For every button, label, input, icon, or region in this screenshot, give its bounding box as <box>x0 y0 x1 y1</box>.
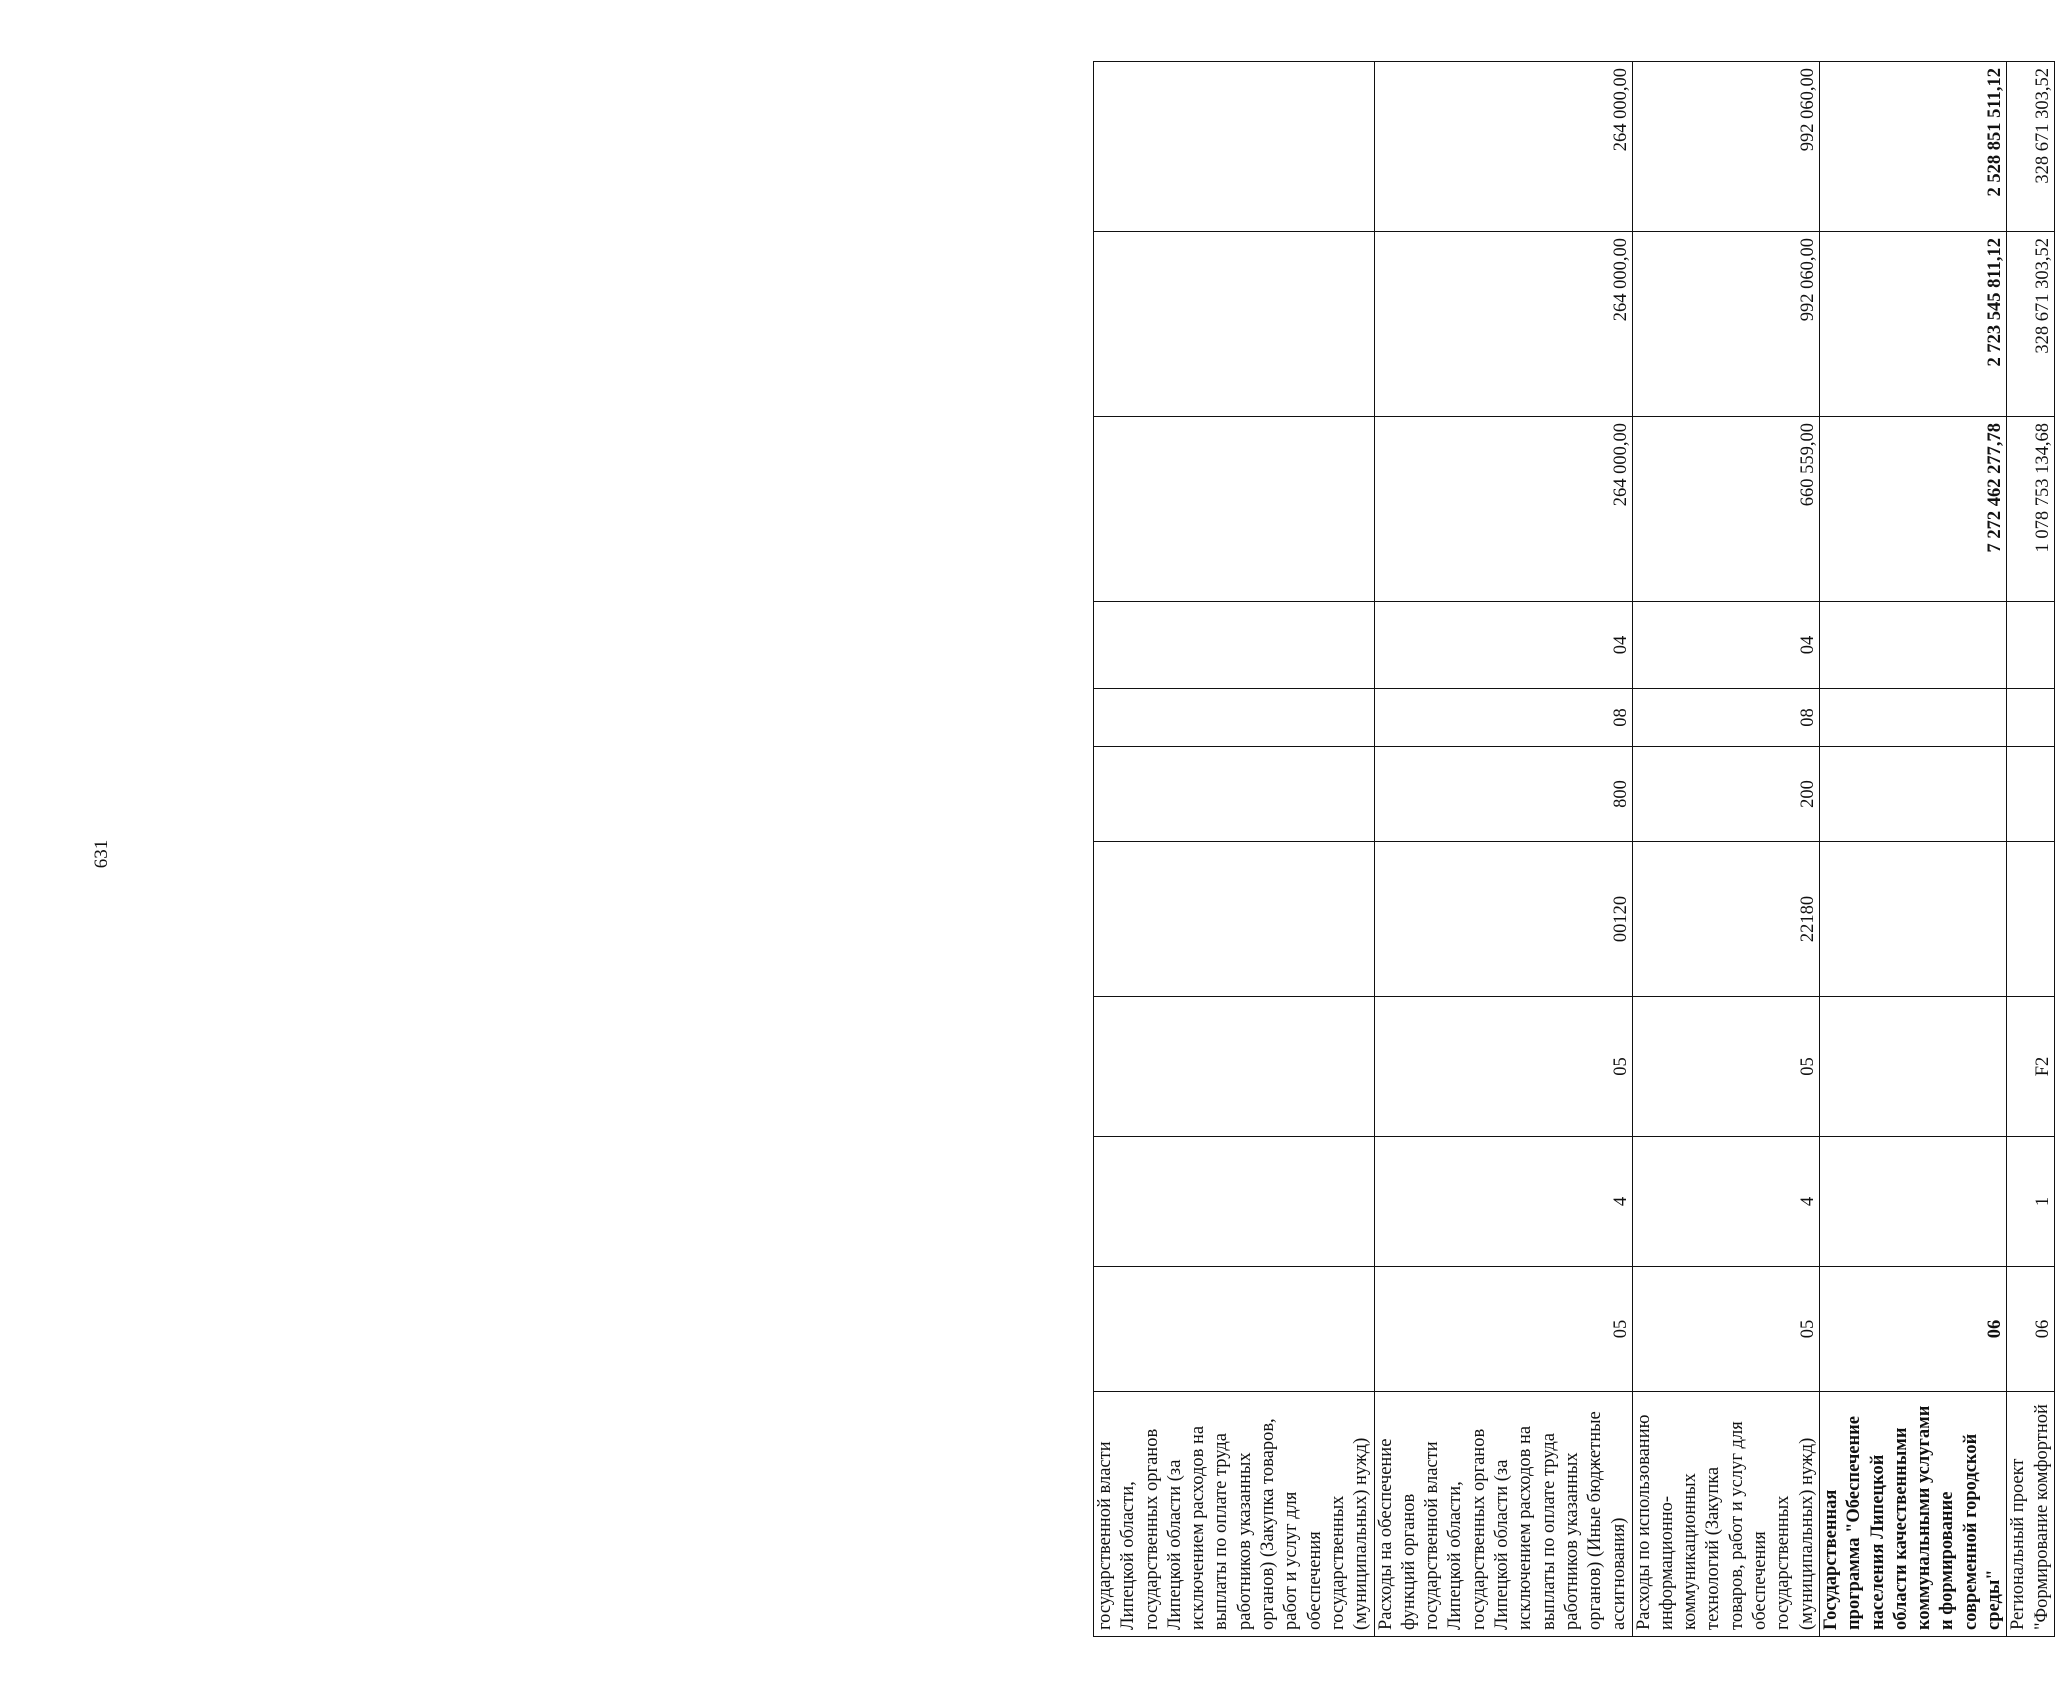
cell-name: Региональный проект "Формирование комфортной <box>2007 1392 2055 1637</box>
cell-pr: 04 <box>1632 602 1819 689</box>
cell-om <box>1819 997 2006 1137</box>
cell-napr <box>2007 842 2055 997</box>
cell-sum-2: 992 060,00 <box>1632 232 1819 417</box>
cell-napr <box>1094 842 1375 997</box>
cell-om: F2 <box>2007 997 2055 1137</box>
cell-pp: 4 <box>1632 1137 1819 1267</box>
cell-rz: 08 <box>1632 689 1819 747</box>
cell-rz: 08 <box>1374 689 1632 747</box>
cell-sum-3: 992 060,00 <box>1632 62 1819 232</box>
cell-sum-2: 2 723 545 811,12 <box>1819 232 2006 417</box>
cell-name: Расходы на обеспечение функций органов государственной власти Липецкой области, государственных органов Липецкой области (за исключением расходов на выплаты по оплате труда работников указанных органов) (Иные бюджетные ассигнования) <box>1374 1392 1632 1637</box>
cell-sum-3: 264 000,00 <box>1374 62 1632 232</box>
cell-sum-2: 328 671 303,52 <box>2007 232 2055 417</box>
cell-napr: 00120 <box>1374 842 1632 997</box>
cell-sum-1: 1 078 753 134,68 <box>2007 417 2055 602</box>
cell-rz <box>2007 689 2055 747</box>
row-ict-expenses <box>1632 62 1819 1637</box>
cell-pp <box>1094 1137 1375 1267</box>
budget-table <box>1093 61 2055 1637</box>
cell-sum-2 <box>1094 232 1375 417</box>
cell-sum-3 <box>1094 62 1375 232</box>
row-continued-expenses <box>1094 62 1375 1637</box>
cell-gp: 06 <box>1819 1267 2006 1392</box>
cell-napr <box>1819 842 2006 997</box>
rotated-table-wrapper <box>1093 62 2053 1637</box>
cell-pp <box>1819 1137 2006 1267</box>
cell-vr <box>2007 747 2055 842</box>
cell-pr <box>1819 602 2006 689</box>
row-state-program <box>1819 62 2006 1637</box>
cell-pr <box>1094 602 1375 689</box>
cell-gp: 05 <box>1632 1267 1819 1392</box>
cell-sum-3: 328 671 303,52 <box>2007 62 2055 232</box>
cell-vr <box>1819 747 2006 842</box>
cell-pp: 1 <box>2007 1137 2055 1267</box>
cell-sum-2: 264 000,00 <box>1374 232 1632 417</box>
cell-napr: 22180 <box>1632 842 1819 997</box>
cell-vr: 800 <box>1374 747 1632 842</box>
cell-om <box>1094 997 1375 1137</box>
cell-om: 05 <box>1374 997 1632 1137</box>
cell-name: Государственная программа "Обеспечение населения Липецкой области качественными коммунальными услугами и формирование современной городской среды" <box>1819 1392 2006 1637</box>
cell-rz <box>1819 689 2006 747</box>
cell-name: государственной власти Липецкой области, государственных органов Липецкой области (за исключением расходов на выплаты по оплате труда работников указанных органов) (Закупка товаров, работ и услуг для обеспечения государственных (муниципальных) нужд) <box>1094 1392 1375 1637</box>
cell-sum-1: 7 272 462 277,78 <box>1819 417 2006 602</box>
cell-pr: 04 <box>1374 602 1632 689</box>
row-function-expenses <box>1374 62 1632 1637</box>
cell-sum-1: 264 000,00 <box>1374 417 1632 602</box>
cell-om: 05 <box>1632 997 1819 1137</box>
cell-gp: 06 <box>2007 1267 2055 1392</box>
cell-sum-3: 2 528 851 511,12 <box>1819 62 2006 232</box>
cell-vr: 200 <box>1632 747 1819 842</box>
cell-sum-1 <box>1094 417 1375 602</box>
page-number: 631 <box>91 839 112 869</box>
cell-gp <box>1094 1267 1375 1392</box>
cell-pp: 4 <box>1374 1137 1632 1267</box>
cell-vr <box>1094 747 1375 842</box>
cell-pr <box>2007 602 2055 689</box>
cell-gp: 05 <box>1374 1267 1632 1392</box>
row-regional-project <box>2007 62 2055 1637</box>
cell-rz <box>1094 689 1375 747</box>
cell-name: Расходы по использованию информационно-коммуникационных технологий (Закупка товаров, работ и услуг для обеспечения государственных (муниципальных) нужд) <box>1632 1392 1819 1637</box>
cell-sum-1: 660 559,00 <box>1632 417 1819 602</box>
